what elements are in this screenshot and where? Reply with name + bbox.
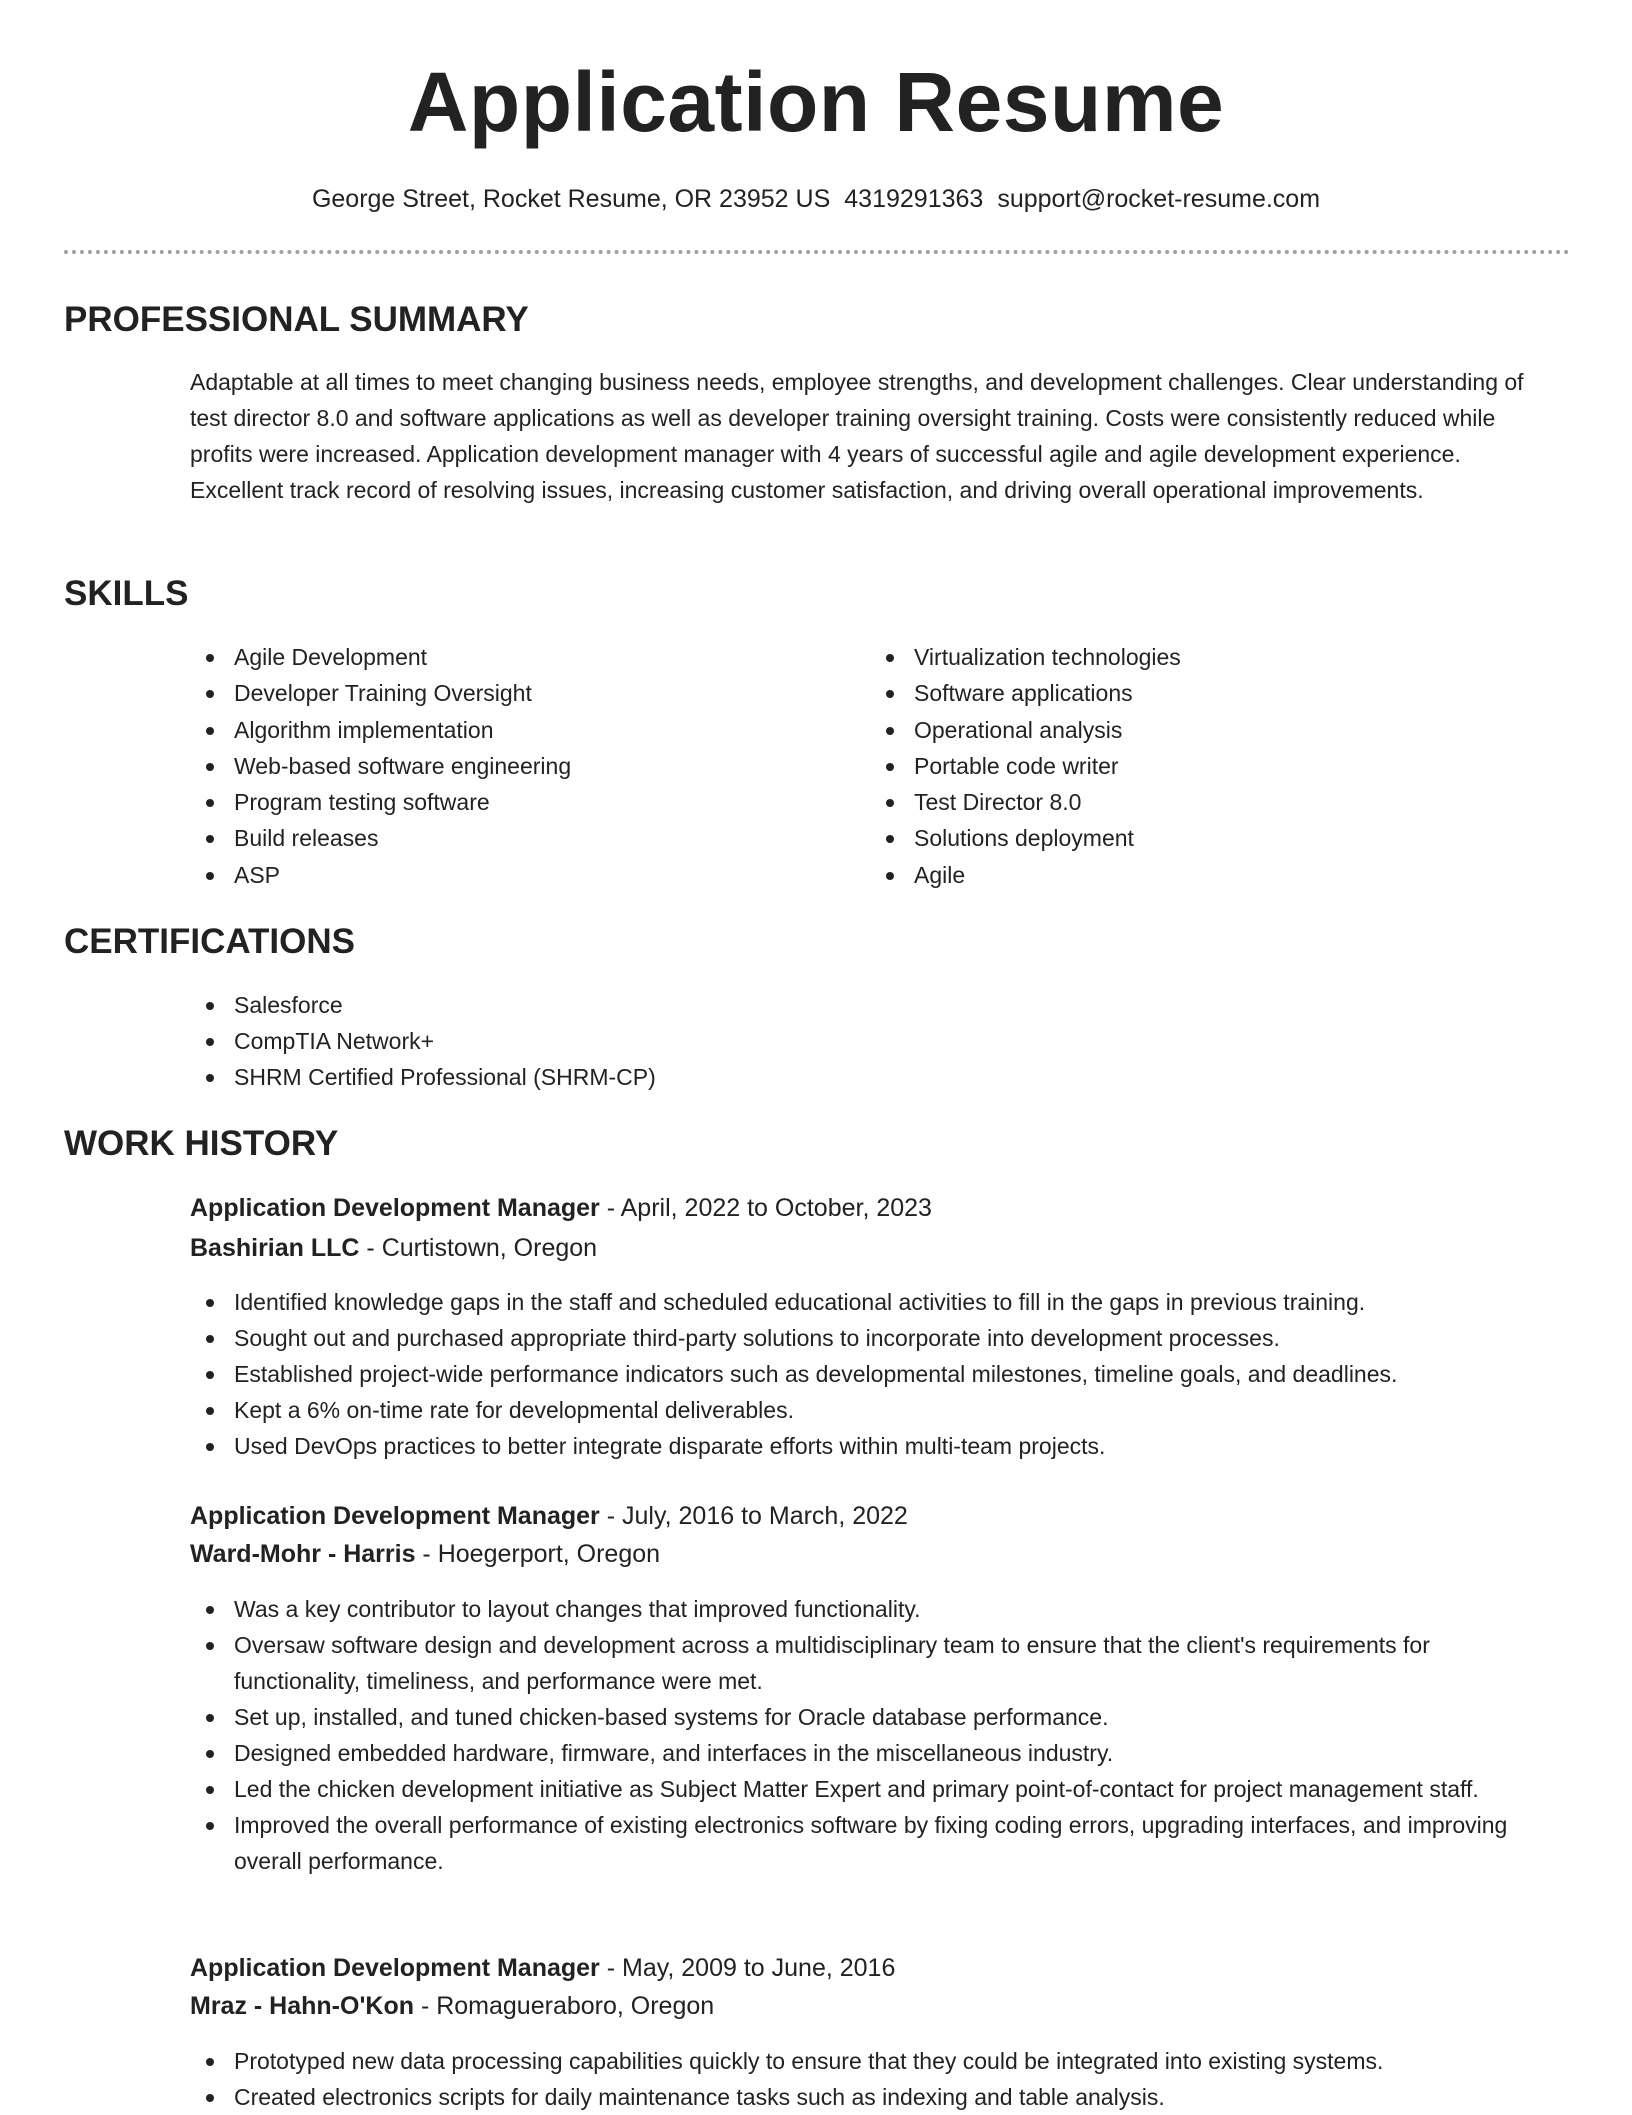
skill-item: Operational analysis [870,712,1520,748]
job-bullet: Improved the overall performance of existing electronics software by fixing coding errors, upgrading interfaces, and improving overall performance. [190,1807,1550,1879]
job-bullet: Prototyped new data processing capabilities quickly to ensure that they could be integrated into existing systems. [190,2043,1550,2079]
job-company-line [190,1230,597,1266]
job-bullet: Was a key contributor to layout changes that improved functionality. [190,1591,1550,1627]
work-history-heading: WORK HISTORY [64,1124,339,1163]
certification-item: CompTIA Network+ [190,1023,1490,1059]
certification-item: Salesforce [190,987,1490,1023]
skills-heading: SKILLS [64,574,189,613]
skill-item: Program testing software [190,784,790,820]
job-bullet: Established project-wide performance indicators such as developmental milestones, timeline goals, and deadlines. [190,1356,1550,1392]
job-title: Application Development Manager [190,1954,600,1982]
job-bullet: Kept a 6% on-time rate for developmental deliverables. [190,1392,1550,1428]
certifications-list [190,987,1490,1095]
job-bullets [190,1591,1550,1879]
skill-item: Agile Development [190,639,790,675]
summary-heading: PROFESSIONAL SUMMARY [64,300,529,339]
skills-list-right [870,639,1520,893]
job-bullet: Set up, installed, and tuned chicken-based systems for Oracle database performance. [190,1699,1550,1735]
job-location: - Romagueraboro, Oregon [414,1992,715,2020]
job-bullet: Identified knowledge gaps in the staff and scheduled educational activities to fill in the gaps in previous training. [190,1284,1550,1320]
job-location: - Hoegerport, Oregon [415,1540,661,1568]
skill-item: Virtualization technologies [870,639,1520,675]
job-dates: - July, 2016 to March, 2022 [599,1502,908,1530]
certifications-heading: CERTIFICATIONS [64,922,356,961]
skills-list-left [190,639,790,893]
job-title-line [190,1190,932,1226]
job-title-line [190,1498,908,1534]
skill-item: Algorithm implementation [190,712,790,748]
header-divider [64,250,1570,254]
job-location: - Curtistown, Oregon [359,1234,598,1262]
job-title-line [190,1950,895,1986]
job-company: Ward-Mohr - Harris [190,1540,416,1568]
job-company: Mraz - Hahn-O'Kon [190,1992,414,2020]
job-company-line [190,1988,714,2024]
skill-item: Web-based software engineering [190,748,790,784]
job-bullet: Oversaw software design and development across a multidisciplinary team to ensure that the client's requirements for functionality, timeliness, and performance were met. [190,1627,1550,1699]
job-company-line [190,1536,660,1572]
contact-email: support@rocket-resume.com [997,185,1321,213]
contact-line [0,182,1632,216]
skill-item: ASP [190,857,790,893]
skill-item: Build releases [190,820,790,856]
job-bullets [190,1284,1550,1464]
job-title: Application Development Manager [190,1502,600,1530]
job-bullet: Designed embedded hardware, firmware, and interfaces in the miscellaneous industry. [190,1735,1550,1771]
job-bullet: Sought out and purchased appropriate third-party solutions to incorporate into development processes. [190,1320,1550,1356]
job-company: Bashirian LLC [190,1234,360,1262]
contact-phone: 4319291363 [844,185,984,213]
job-title: Application Development Manager [190,1194,600,1222]
job-bullet: Created electronics scripts for daily maintenance tasks such as indexing and table analysis. [190,2079,1550,2115]
skill-item: Test Director 8.0 [870,784,1520,820]
summary-text: Adaptable at all times to meet changing business needs, employee strengths, and development challenges. Clear understanding of test director 8.0 and software applications as well as developer training oversight training. Costs were consistently reduced while profits were increased. Application development manager with 4 years of successful agile and agile development experience. Excellent track record of resolving issues, increasing customer satisfaction, and driving overall operational improvements. [190,369,1524,503]
job-bullet: Led the chicken development initiative as Subject Matter Expert and primary point-of-contact for project management staff. [190,1771,1550,1807]
skill-item: Software applications [870,675,1520,711]
job-bullet: Used DevOps practices to better integrate disparate efforts within multi-team projects. [190,1428,1550,1464]
skill-item: Agile [870,857,1520,893]
job-dates: - May, 2009 to June, 2016 [599,1954,896,1982]
skill-item: Portable code writer [870,748,1520,784]
resume-title: Application Resume [407,55,1225,149]
skill-item: Developer Training Oversight [190,675,790,711]
contact-address: George Street, Rocket Resume, OR 23952 US [311,185,831,213]
certification-item: SHRM Certified Professional (SHRM-CP) [190,1059,1490,1095]
skill-item: Solutions deployment [870,820,1520,856]
job-bullets [190,2043,1550,2115]
job-dates: - April, 2022 to October, 2023 [599,1194,932,1222]
